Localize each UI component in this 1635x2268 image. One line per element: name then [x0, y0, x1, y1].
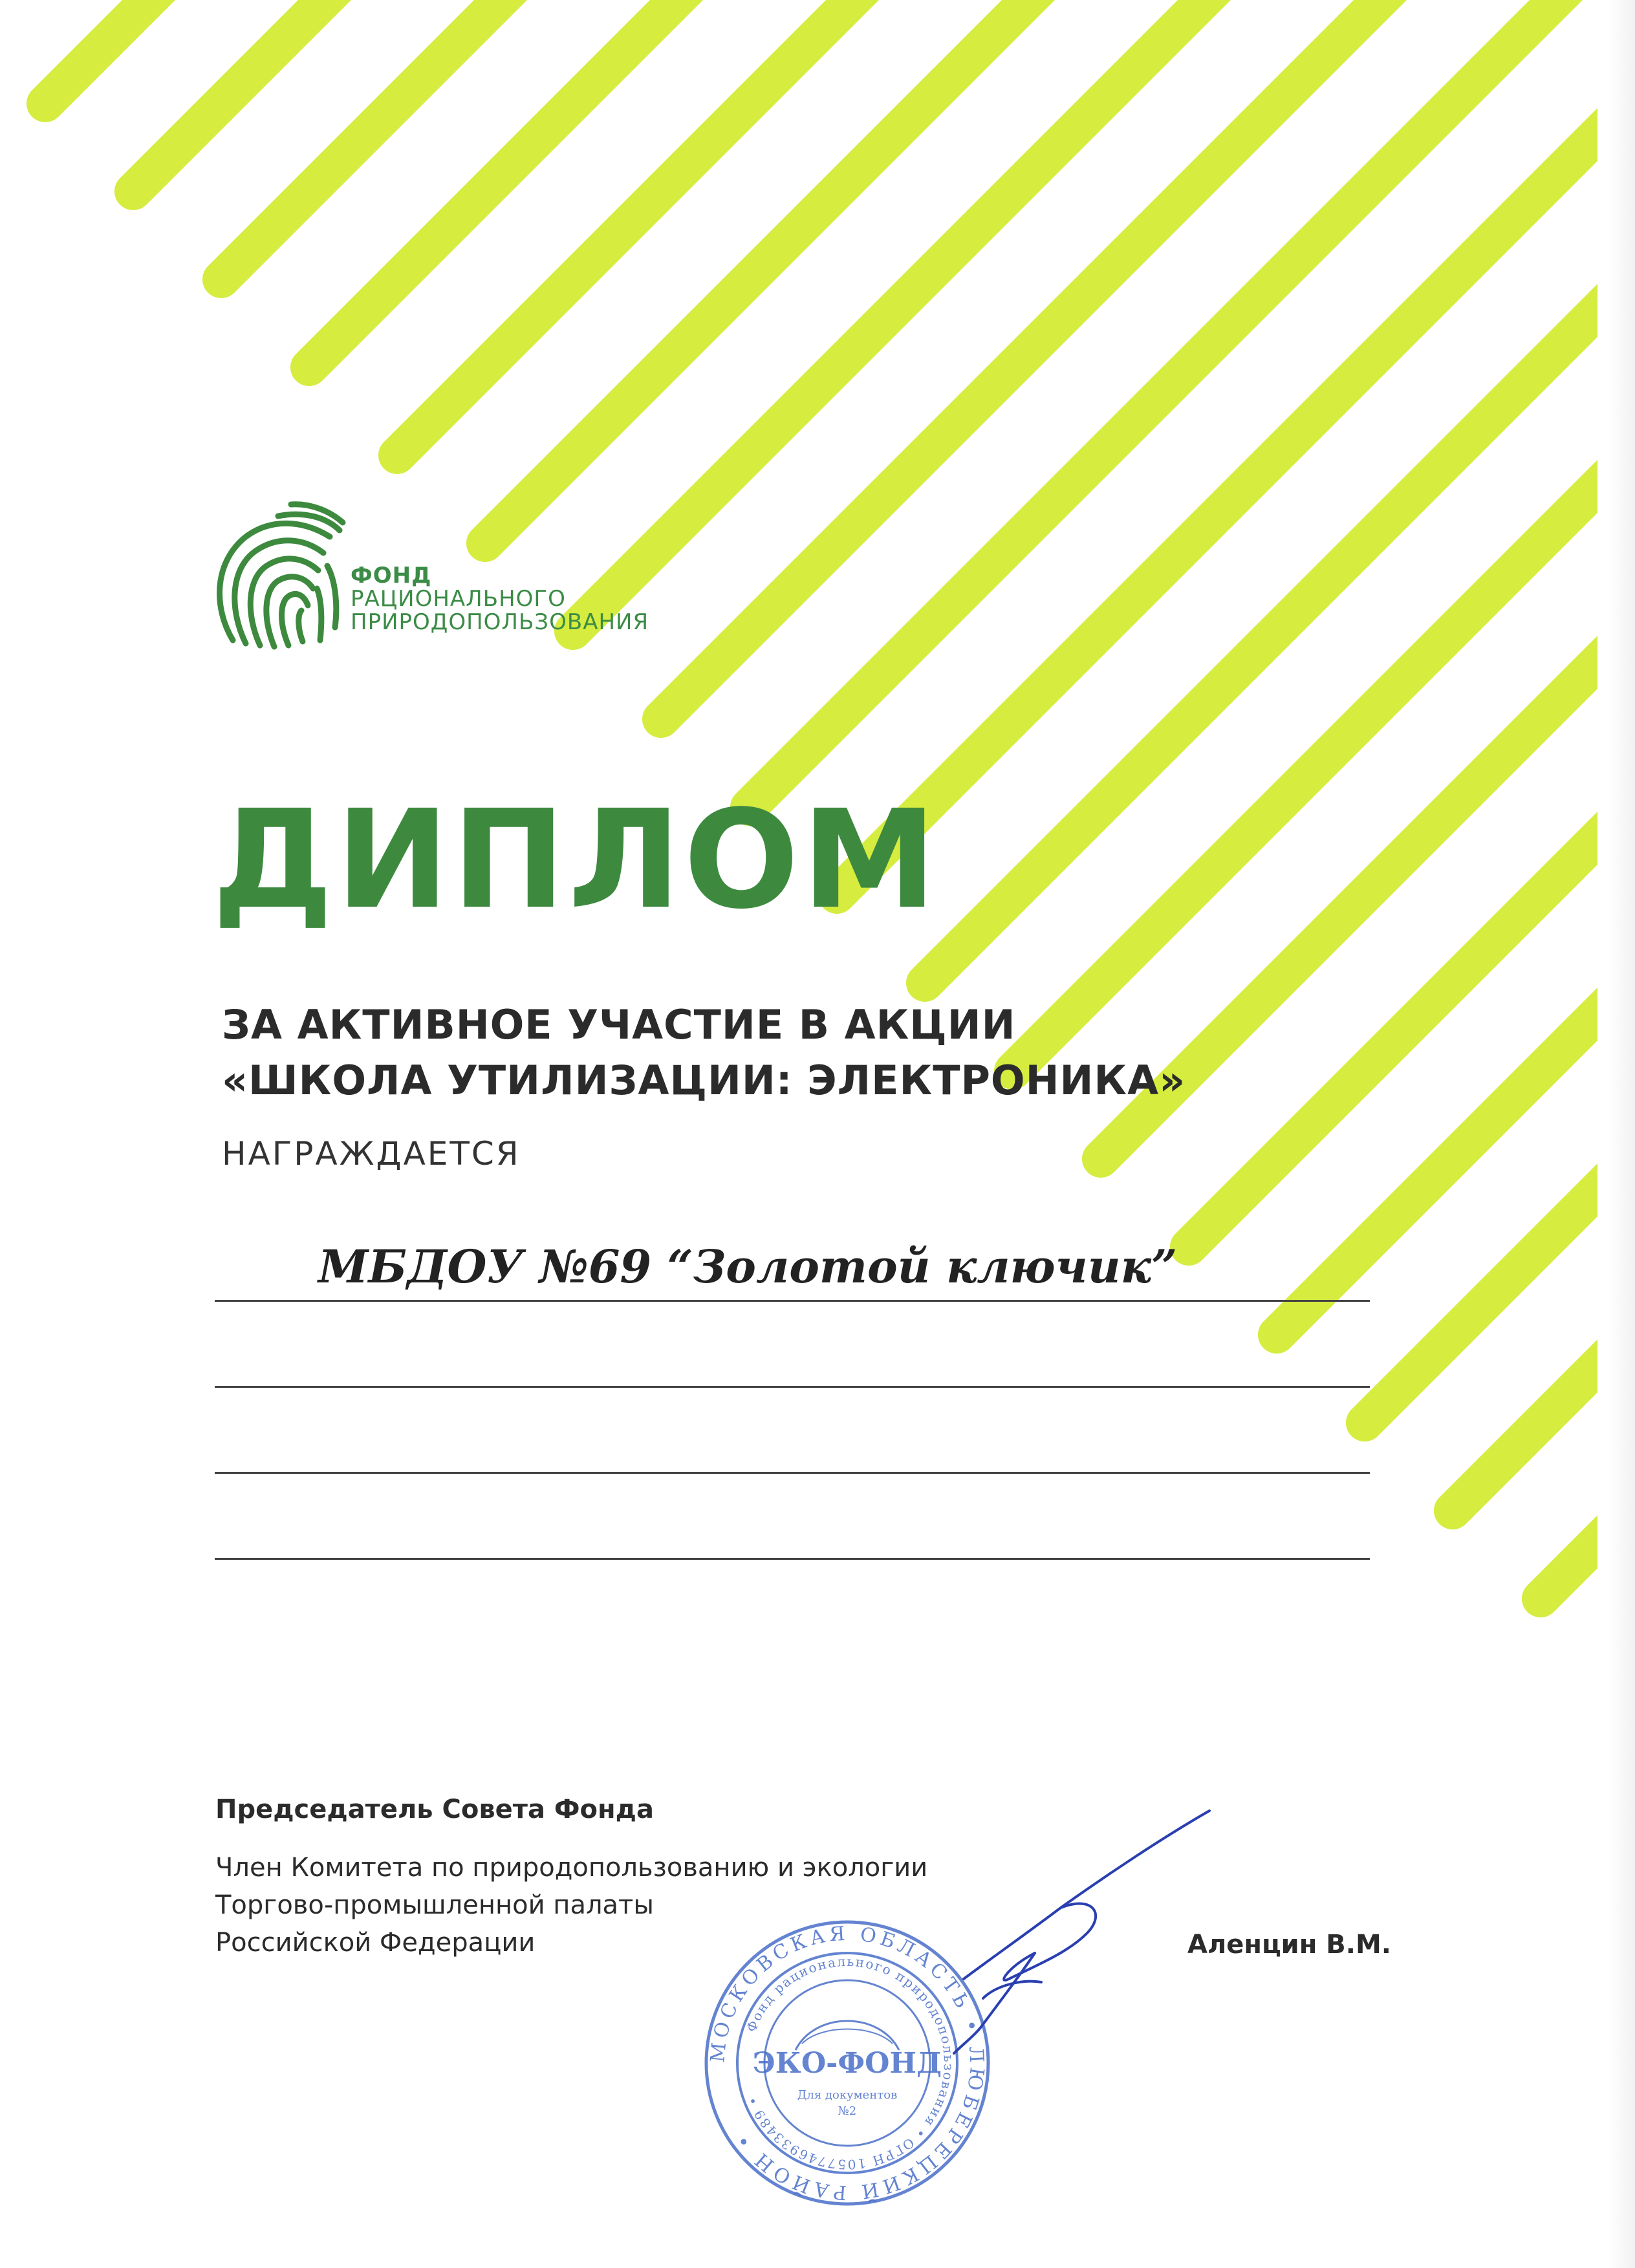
fill-line: [215, 1474, 1370, 1560]
signatory-line-3: Российской Федерации: [215, 1928, 536, 1958]
stamp-outer-text: МОСКОВСКАЯ ОБЛАСТЬ • ЛЮБЕРЕЦКИЙ РАЙОН •: [706, 1922, 988, 2204]
fund-logo: [207, 491, 698, 660]
stamp-note-1: Для документов: [797, 2088, 898, 2102]
fill-line: [215, 1388, 1370, 1474]
recipient-fill-lines: [215, 1216, 1370, 1560]
decorative-stripe: [1189, 212, 1635, 1247]
awarded-label: НАГРАЖДАЕТСЯ: [222, 1135, 521, 1172]
stamp-inner-text: Фонд рационального природопользования • ОГРН 1057746933489 •: [743, 1953, 957, 2173]
decorative-stripe: [1453, 476, 1635, 1511]
logo-text: [351, 564, 649, 634]
stamp-center: ЭКО-ФОНД: [752, 2047, 942, 2080]
signatory-line-1: Член Комитета по природопользованию и экологии: [215, 1853, 928, 1883]
fingerprint-icon: [207, 491, 349, 660]
decorative-stripe: [485, 0, 1520, 543]
stamp-note-2: №2: [838, 2104, 857, 2118]
signatory-line-2: Торгово-промышленной палаты: [215, 1890, 654, 1920]
fill-line: [215, 1302, 1370, 1388]
logo-line-3: ПРИРОДОПОЛЬЗОВАНИЯ: [351, 609, 649, 635]
handwritten-signature: [893, 1804, 1229, 2076]
decorative-stripe: [1365, 388, 1635, 1423]
diploma-title: ДИПЛОМ: [212, 781, 940, 939]
logo-line-1: ФОНД: [351, 563, 432, 589]
signatory-name: Аленцин В.М.: [1187, 1930, 1391, 1960]
subtitle: [222, 997, 1186, 1108]
signatory-heading: Председатель Совета Фонда: [215, 1795, 654, 1824]
fill-line: [215, 1216, 1370, 1302]
decorative-stripe: [397, 0, 1432, 455]
recipient-name: МБДОУ №69 “Золотой ключик”: [318, 1240, 1178, 1293]
subtitle-line-1: ЗА АКТИВНОЕ УЧАСТИЕ В АКЦИИ: [222, 1001, 1016, 1048]
logo-line-2: РАЦИОНАЛЬНОГО: [351, 586, 566, 612]
subtitle-line-2: «ШКОЛА УТИЛИЗАЦИИ: ЭЛЕКТРОНИКА»: [222, 1057, 1186, 1104]
